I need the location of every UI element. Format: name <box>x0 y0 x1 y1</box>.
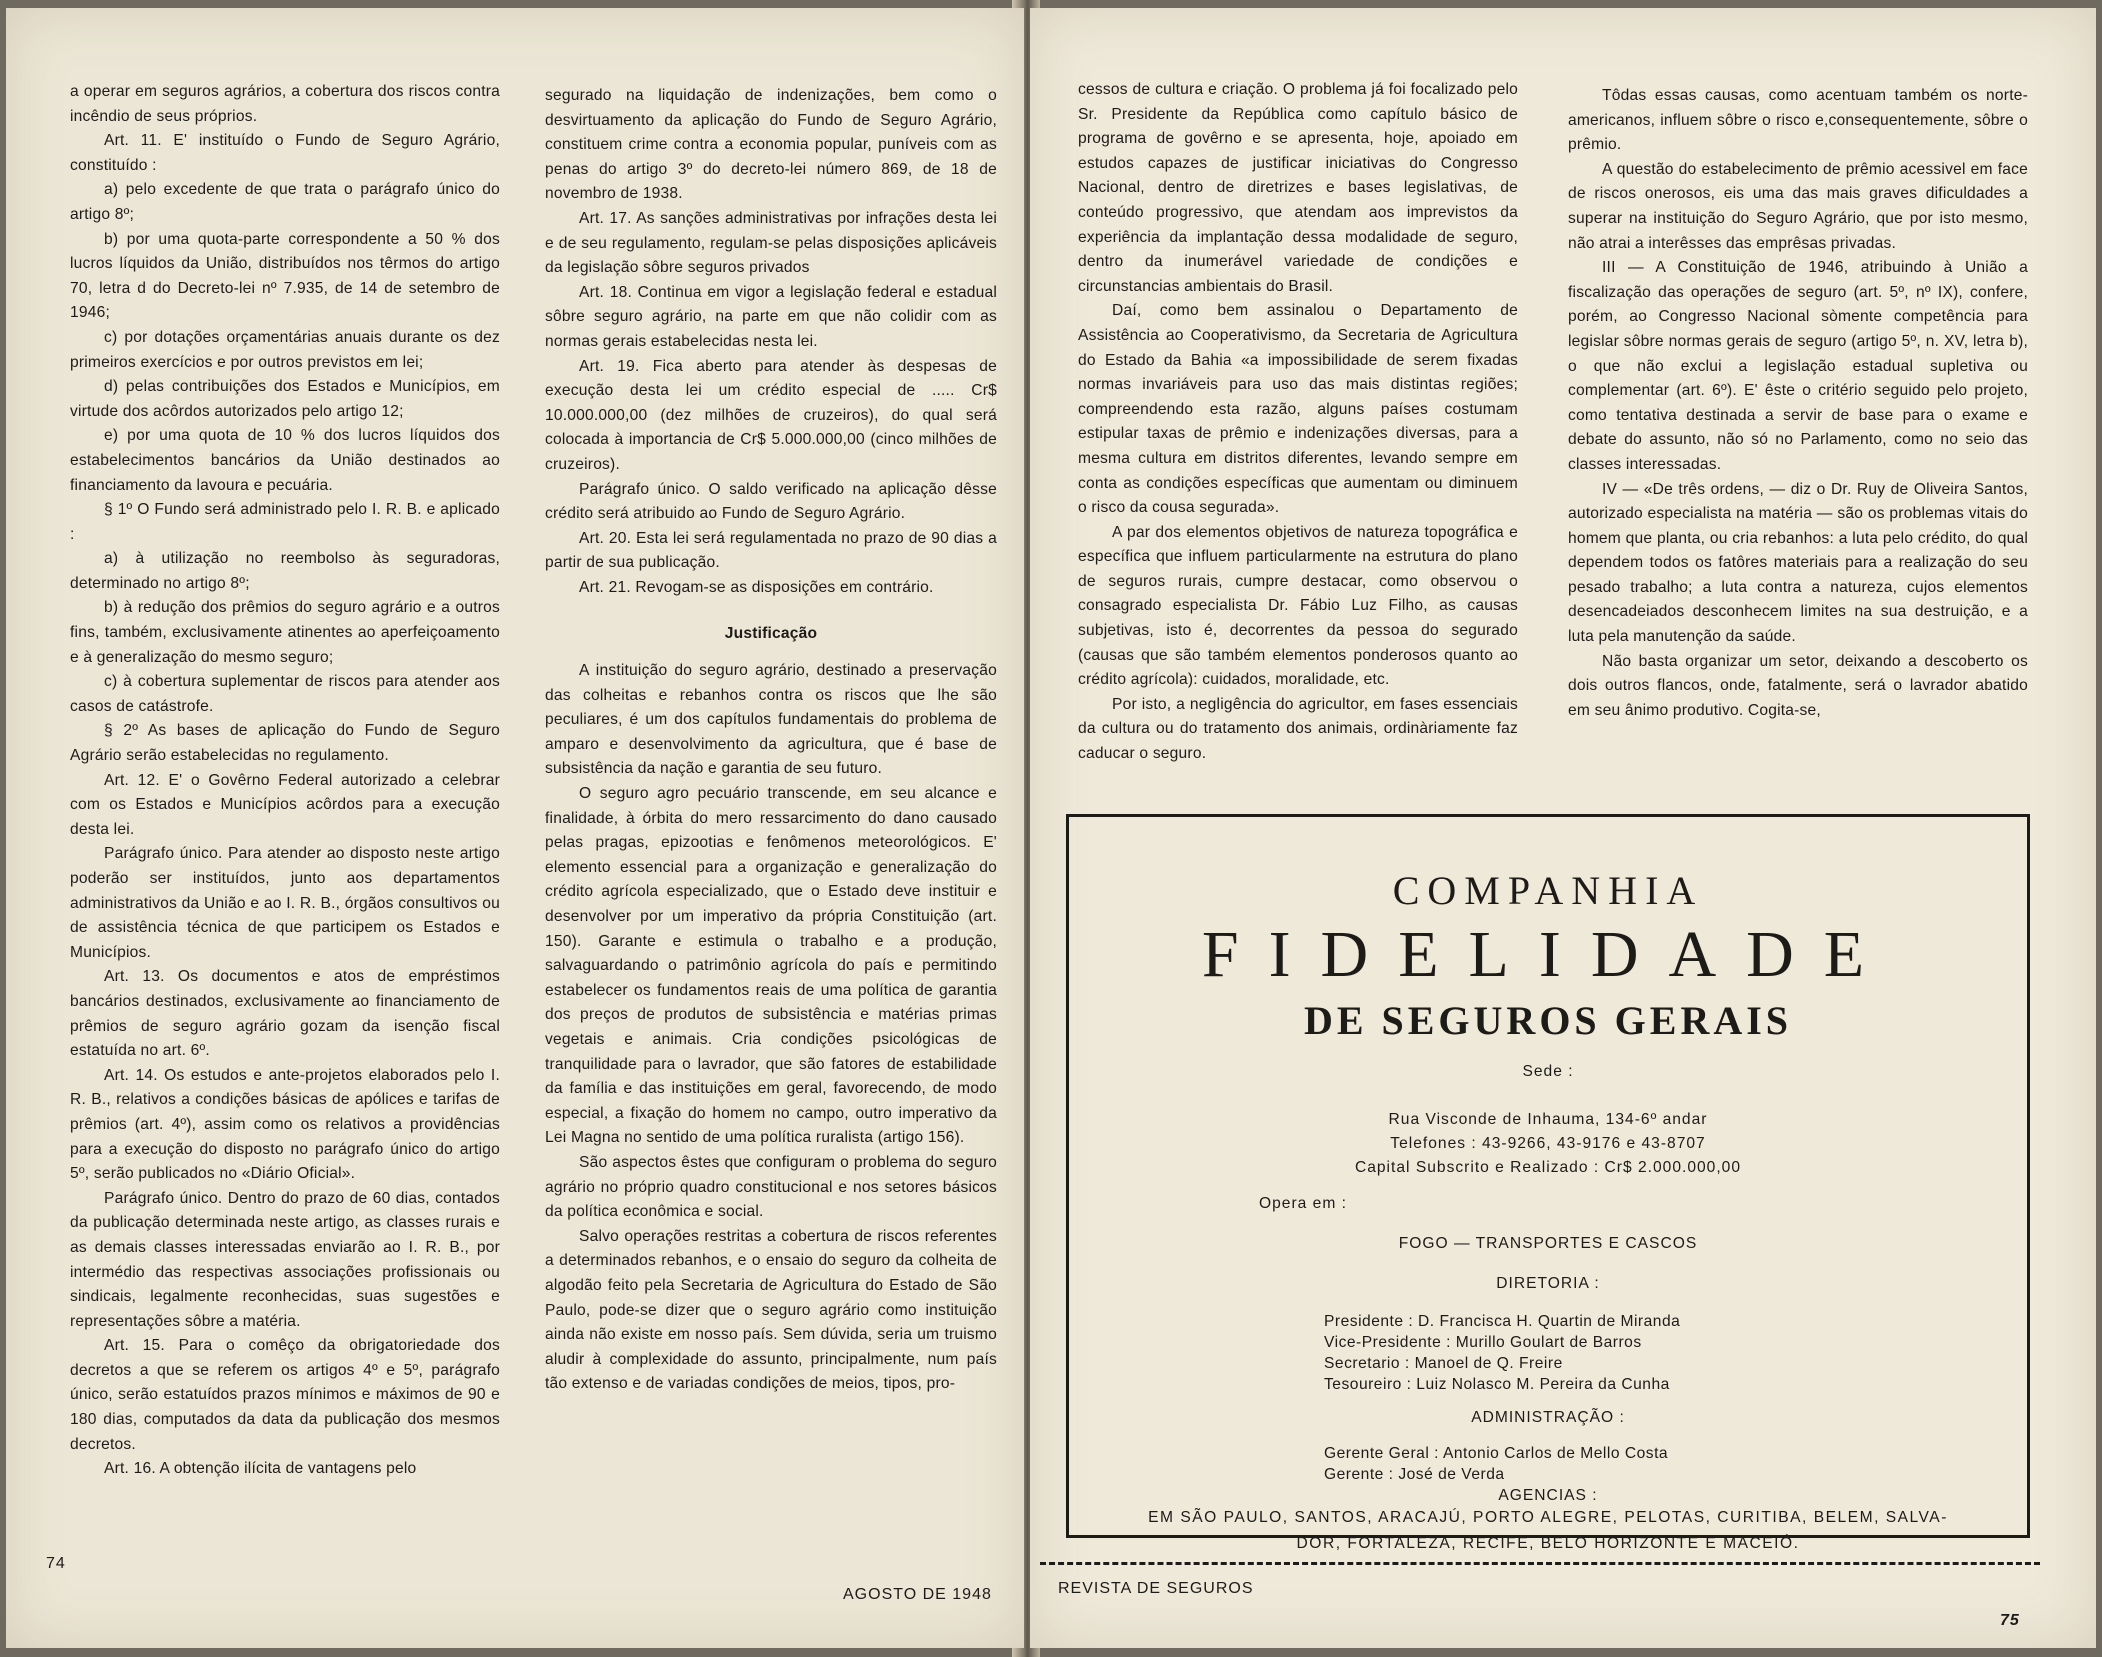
paragraph: Art. 17. As sanções administrativas por infrações desta lei e de seu regulamento, regulam-se pelas disposições aplicáveis da legislação sôbre seguros privados <box>545 209 997 277</box>
paragraph: cessos de cultura e criação. O problema já foi focalizado pelo Sr. Presidente da República como capítulo básico de programa de govêrno e se apresenta, hoje, apoiado em estudos capazes de justificar iniciativas do Congresso Nacional, dentro de diretrizes e bases legislativas, de conteúdo progressivo, que atendam aos imprevistos da experiência da implantação dessa modalidade de seguro, dentro da inumerável variedade de condições e circunstancias ambientais do Brasil. <box>1078 81 1518 295</box>
paragraph: Art. 14. Os estudos e ante-projetos elaborados pelo I. R. B., relativos a condições básicas de apólices e tarifas de prêmios (art. 4º), assim como os relativos a providências para a execução do disposto no parágrafo único do artigo 5º, serão publicados no «Diário Oficial». <box>70 1066 500 1183</box>
paragraph: III — A Constituição de 1946, atribuindo à União a fiscalização das operações de seguro (art. 5º, nº IX), confere, porém, ao Congresso Nacional sòmente competência para legislar sôbre normas gerais de seguro (artigo 5º, n. XV, letra b), o que não exclui a legislação estadual supletiva ou complementar (art. 6º). E' êste o critério seguido pelo projeto, como tentativa destinada a servir de base para o exame e debate do assunto, não só no Parlamento, como no seio das classes interessadas. <box>1568 259 2028 473</box>
ad-admin-label: ADMINISTRAÇÃO : <box>1471 1409 1625 1426</box>
ad-address: Rua Visconde de Inhauma, 134-6º andar <box>1388 1111 1708 1128</box>
right-page-footer-title: REVISTA DE SEGUROS <box>1058 1580 1254 1597</box>
paragraph: c) à cobertura suplementar de riscos para atender aos casos de catástrofe. <box>70 673 500 715</box>
paragraph: A questão do estabelecimento de prêmio acessivel em face de riscos onerosos, eis uma das mais graves dificuldades a superar na instituição do Seguro Agrário, que por isto mesmo, não atrai a interêsses das emprêsas privadas. <box>1568 160 2028 252</box>
ad-agencias-line2: DOR, FORTALEZA, RECIFE, BELO HORIZONTE E MACEIÓ. <box>1296 1535 1800 1552</box>
ad-director-entry: Vice-Presidente : Murillo Goulart de Barros <box>1324 1334 1642 1351</box>
paragraph: Parágrafo único. Para atender ao disposto neste artigo poderão ser instituídos, junto aos departamentos administrativos da União e ao I. R. B., órgãos consultivos ou de assistência técnica de que participem os Estados e Municípios. <box>70 845 500 961</box>
ad-company-line3: DE SEGUROS GERAIS <box>1303 998 1793 1043</box>
paragraph: segurado na liquidação de indenizações, bem como o desvirtuamento da aplicação do Fundo de Seguro Agrário, constituem crime contra a economia popular, puníveis com as penas do artigo 3º do decreto-lei número 869, de 18 de novembro de 1938. <box>545 87 997 203</box>
ad-sede-label: Sede : <box>1522 1063 1574 1080</box>
paragraph: IV — «De três ordens, — diz o Dr. Ruy de Oliveira Santos, autorizado especialista na matéria — são os problemas vitais do homem que planta, ou cria rebanhos: a luta pelo crédito, do qual dependem todos os fatôres materiais para a realização do seu pesado trabalho; a luta contra a natureza, cujos elementos desencadeiados desconhecem limites na sua destruição, e a luta pela manutenção da saúde. <box>1568 480 2028 646</box>
paragraph: Art. 15. Para o comêço da obrigatoriedade dos decretos a que se referem os artigos 4º e 5º, parágrafo único, serão estatuídos prazos mínimos e máximos de 90 e 180 dias, computados da data da publicação dos mesmos decretos. <box>70 1337 500 1453</box>
justificacao-heading: Justificação <box>724 625 818 643</box>
ad-diretoria-list <box>1324 1311 1680 1395</box>
paragraph: § 1º O Fundo será administrado pelo I. R. B. e aplicado : <box>70 501 500 543</box>
advertisement-companhia-fidelidade <box>1066 814 2030 1538</box>
left-column-2 <box>545 84 997 1397</box>
ad-manager-entry: Gerente Geral : Antonio Carlos de Mello Costa <box>1324 1445 1669 1462</box>
ad-company-name: FIDELIDADE <box>1201 918 1895 991</box>
paragraph: Tôdas essas causas, como acentuam também os norte-americanos, influem sôbre o risco e,consequentemente, sôbre o prêmio. <box>1568 87 2028 154</box>
ad-manager-entry: Gerente : José de Verda <box>1324 1466 1505 1483</box>
paragraph: b) por uma quota-parte correspondente a 50 % dos lucros líquidos da União, distribuídos nos têrmos do artigo 70, letra d do Decreto-lei nº 7.935, de 14 de setembro de 1946; <box>70 230 500 322</box>
paragraph: Art. 21. Revogam-se as disposições em contrário. <box>579 578 934 596</box>
ad-agencias-label: AGENCIAS : <box>1498 1487 1598 1504</box>
paragraph: A instituição do seguro agrário, destinado a preservação das colheitas e rebanhos contra os riscos que lhe são peculiares, é um dos capítulos fundamentais do problema de amparo e desenvolvimento da agricultura, que é base de subsistência da nação e garantia de seu futuro. <box>545 662 997 778</box>
ad-director-entry: Tesoureiro : Luiz Nolasco M. Pereira da Cunha <box>1324 1376 1670 1393</box>
left-page-number: 74 <box>46 1555 66 1572</box>
left-column-1 <box>70 80 500 1482</box>
ad-opera-value: FOGO — TRANSPORTES E CASCOS <box>1398 1235 1698 1252</box>
paragraph: Parágrafo único. O saldo verificado na aplicação dêsse crédito será atribuido ao Fundo de Seguro Agrário. <box>545 480 997 523</box>
paragraph: § 2º As bases de aplicação do Fundo de Seguro Agrário serão estabelecidas no regulamento. <box>70 722 500 765</box>
ad-opera-label: Opera em : <box>1259 1195 1347 1212</box>
right-column-1 <box>1078 78 1518 767</box>
ad-diretoria-label: DIRETORIA : <box>1496 1275 1600 1292</box>
paragraph: a) pelo excedente de que trata o parágrafo único do artigo 8º; <box>70 181 500 223</box>
ad-director-entry: Presidente : D. Francisca H. Quartin de Miranda <box>1324 1313 1681 1330</box>
right-column-2 <box>1568 84 2028 723</box>
paragraph: Por isto, a negligência do agricultor, em fases essenciais da cultura ou do tratamento dos animais, ordinàriamente faz caducar o seguro. <box>1078 695 1518 763</box>
left-page-footer-date: AGOSTO DE 1948 <box>843 1586 992 1603</box>
paragraph: c) por dotações orçamentárias anuais durante os dez primeiros exercícios e por outros previstos em lei; <box>70 328 500 371</box>
paragraph: Art. 11. E' instituído o Fundo de Seguro Agrário, constituído : <box>70 132 500 174</box>
paragraph: O seguro agro pecuário transcende, em seu alcance e finalidade, à órbita do mero ressarcimento do dano causado pelas pragas, epizootias e fenômenos meteorológicos. E' elemento essencial para a organização e generalização do crédito agrícola especializado, que o Estado deve instituir e desenvolver por um imperativo da própria Constituição (art. 150). Garante e estimula o trabalho e a produção, salvaguardando o patrimônio agrícola do país e permitindo estabelecer os fundamentos reais de uma política de garantia dos preços de produtos de subsistência e matérias primas vegetais e animais. Cria condições psicológicas de tranquilidade para o lavrador, que são fatores de estabilidade da família e das instituições em geral, favorecendo, de modo especial, a fixação do homem no campo, outro imperativo da Lei Magna no sentido de uma política ruralista (artigo 156). <box>545 785 997 1147</box>
paragraph: a operar em seguros agrários, a cobertura dos riscos contra incêndio de seus próprios. <box>70 83 500 125</box>
paragraph: b) à redução dos prêmios do seguro agrário e a outros fins, também, exclusivamente atinentes ao aperfeiçoamento e à generalização do mesmo seguro; <box>70 599 500 666</box>
law-articles-continued <box>545 84 997 600</box>
paragraph: Não basta organizar um setor, deixando a descoberto os dois outros flancos, onde, fatalmente, será o lavrador abatido em seu ânimo produtivo. Cogita-se, <box>1568 652 2028 719</box>
paragraph: d) pelas contribuições dos Estados e Municípios, em virtude dos acôrdos autorizados pelo artigo 12; <box>70 378 500 420</box>
ad-director-entry: Secretario : Manoel de Q. Freire <box>1324 1355 1563 1372</box>
paragraph: Daí, como bem assinalou o Departamento de Assistência ao Cooperativismo, da Secretaria de Agricultura do Estado da Bahia «a impossibilidade de serem fixadas normas invariáveis para uso das mais distintas regiões; compreendendo esta razão, alguns países costumam estipular taxas de prêmio e indenizações diversas, para a mesma cultura em distritos diferentes, levando sempre em conta as condições específicas que aumentam ou diminuem o risco da cousa segurada». <box>1078 302 1518 517</box>
ad-phones: Telefones : 43-9266, 43-9176 e 43-8707 <box>1390 1135 1706 1152</box>
right-page-number: 75 <box>2000 1612 2020 1629</box>
ad-bottom-rule <box>1040 1562 2040 1565</box>
paragraph: Art. 20. Esta lei será regulamentada no prazo de 90 dias a partir de sua publicação. <box>545 529 997 572</box>
paragraph: Art. 19. Fica aberto para atender às despesas de execução desta lei um crédito especial de ..... Cr$ 10.000.000,00 (dez milhões de cruzeiros), do qual será colocada à importancia de Cr$ 5.000.000,00 (cinco milhões de cruzeiros). <box>545 357 997 473</box>
paragraph: Parágrafo único. Dentro do prazo de 60 dias, contados da publicação determinada neste artigo, as classes rurais e as demais classes interessadas enviarão ao I. R. B., por intermédio das respectivas associações profissionais ou sindicais, legalmente reconhecidas, suas sugestões e representações sôbre a matéria. <box>70 1189 500 1330</box>
paragraph: A par dos elementos objetivos de natureza topográfica e específica que influem particularmente na estrutura do plano de seguros rurais, cumpre destacar, como observou o consagrado especialista Dr. Fábio Luz Filho, as causas subjetivas, isto é, decorrentes da pessoa do segurado (causas que são também elementos ponderosos quanto ao crédito agrícola): cuidados, moralidade, etc. <box>1078 523 1518 689</box>
paragraph: Art. 13. Os documentos e atos de empréstimos bancários destinados, exclusivamente ao financiamento de prêmios de seguro agrário gozam da isenção fiscal estatuída no art. 6º. <box>70 968 500 1060</box>
paragraph: São aspectos êstes que configuram o problema do seguro agrário no próprio quadro constitucional e nos setores básicos da política econômica e social. <box>545 1153 997 1221</box>
paragraph: a) à utilização no reembolso às seguradoras, determinado no artigo 8º; <box>70 550 500 592</box>
paragraph: Salvo operações restritas a cobertura de riscos referentes a determinados rebanhos, e o ensaio do seguro da colheita de algodão feito pela Secretaria de Agricultura do Estado de São Paulo, pode-se dizer que o seguro agrário como instituição ainda não existe em nosso país. Sem dúvida, seria um truismo aludir à complexidade do assunto, principalmente, num país tão extenso e de variadas condições de meios, tipos, pro- <box>545 1227 997 1393</box>
ad-company-line1: COMPANHIA <box>1392 868 1704 913</box>
paragraph: e) por uma quota de 10 % dos lucros líquidos dos estabelecimentos bancários da União destinados ao financiamento da lavoura e pecuária. <box>70 427 500 494</box>
paragraph: Art. 12. E' o Govêrno Federal autorizado a celebrar com os Estados e Municípios acôrdos para a execução desta lei. <box>70 771 500 838</box>
ad-capital: Capital Subscrito e Realizado : Cr$ 2.000.000,00 <box>1354 1159 1742 1176</box>
ad-admin-list <box>1324 1443 1668 1485</box>
ad-agencias-line1: EM SÃO PAULO, SANTOS, ARACAJÚ, PORTO ALEGRE, PELOTAS, CURITIBA, BELEM, SALVA- <box>1148 1509 1948 1526</box>
justificacao-text <box>545 659 997 1397</box>
paragraph: Art. 16. A obtenção ilícita de vantagens pelo <box>104 1460 417 1478</box>
paragraph: Art. 18. Continua em vigor a legislação federal e estadual sôbre seguro agrário, na parte em que não colidir com as normas gerais estabelecidas nesta lei. <box>545 283 997 350</box>
